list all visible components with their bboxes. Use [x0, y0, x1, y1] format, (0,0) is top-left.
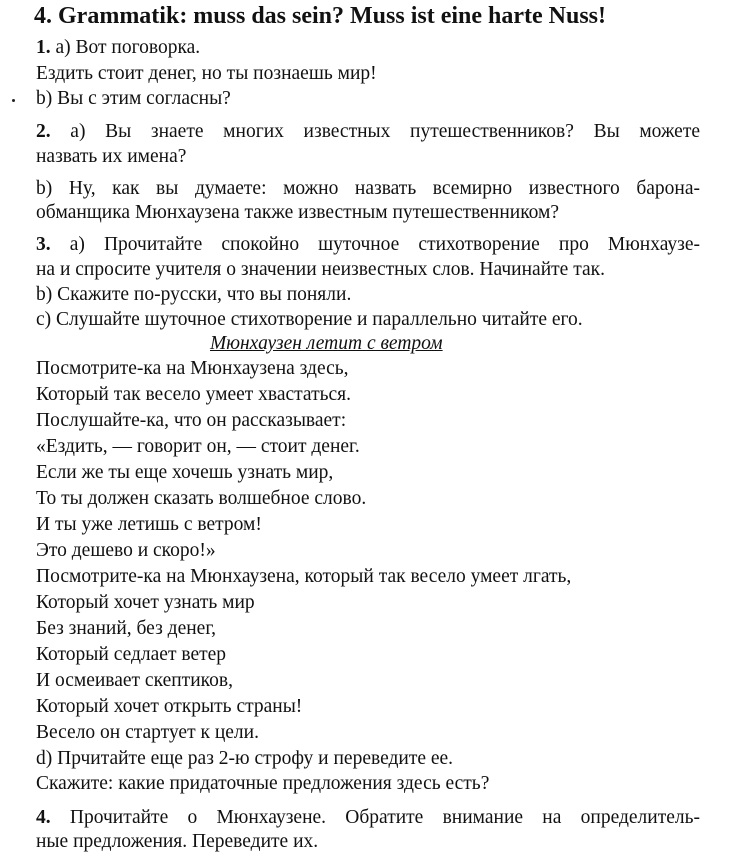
task4-line2: ные предложения. Переведите их. [36, 831, 319, 852]
task3-c: c) Слушайте шуточное стихотворение и параллельно читайте его. [36, 309, 583, 330]
task2-b-line2: обманщика Мюнхаузена также известным путешественником? [36, 202, 560, 223]
task1-b: b) Вы с этим согласны? [36, 88, 231, 109]
task2-a-line2: назвать их имена? [36, 146, 187, 167]
task2-a-line1 [36, 120, 700, 144]
task1-proverb: Ездить стоит денег, но ты познаешь мир! [36, 63, 377, 84]
task4-text: Прочитайте о Мюнхаузене. Обратите внимание на определитель- [69, 807, 700, 828]
task3-d-question: Скажите: какие придаточные предложения здесь есть? [36, 773, 490, 794]
poem-line: Посмотрите-ка на Мюнхаузена, который так весело умеет лгать, [36, 566, 572, 587]
poem-line: «Ездить, — говорит он, — стоит денег. [36, 436, 360, 457]
poem-title: Мюнхаузен летит с ветром [210, 333, 443, 354]
task3-a-text: а) Прочитайте спокойно шуточное стихотворение про Мюнхаузе- [69, 234, 701, 255]
poem-line: Весело он стартует к цели. [36, 722, 259, 743]
task3-number: 3. [36, 234, 51, 255]
task2-number: 2. [36, 121, 51, 142]
task3-a-line2: на и спросите учителя о значении неизвестных слов. Начинайте так. [36, 259, 605, 280]
task1-number: 1. [36, 37, 51, 58]
poem-line: Если же ты еще хочешь узнать мир, [36, 462, 334, 483]
poem-line: То ты должен сказать волшебное слово. [36, 488, 367, 509]
poem-line: Без знаний, без денег, [36, 618, 216, 639]
section-title: 4. Grammatik: muss das sein? Muss ist eine harte Nuss! [34, 3, 607, 29]
task3-a-line1 [36, 233, 700, 257]
task4-number: 4. [36, 807, 51, 828]
task3-b: b) Скажите по-русски, что вы поняли. [36, 284, 352, 305]
poem-line: И осмеивает скептиков, [36, 670, 233, 691]
task4-line1 [36, 806, 700, 830]
stray-mark [12, 99, 15, 102]
poem-line: Который так весело умеет хвастаться. [36, 384, 351, 405]
poem-line: И ты уже летишь с ветром! [36, 514, 262, 535]
poem-line: Который седлает ветер [36, 644, 227, 665]
poem-line: Который хочет открыть страны! [36, 696, 303, 717]
task2-a-text: а) Вы знаете многих известных путешественников? Вы можете [70, 121, 700, 142]
poem-line: Посмотрите-ка на Мюнхаузена здесь, [36, 358, 349, 379]
task1-a-text: а) Вот поговорка. [55, 37, 201, 58]
poem-line: Послушайте-ка, что он рассказывает: [36, 410, 347, 431]
task2-b-line1: b) Ну, как вы думаете: можно назвать всемирно известного барона- [36, 178, 700, 199]
task3-d: d) Прчитайте еще раз 2-ю строфу и переведите ее. [36, 748, 454, 769]
task1-a [36, 36, 200, 60]
poem-line: Который хочет узнать мир [36, 592, 255, 613]
poem-line: Это дешево и скоро!» [36, 540, 216, 561]
